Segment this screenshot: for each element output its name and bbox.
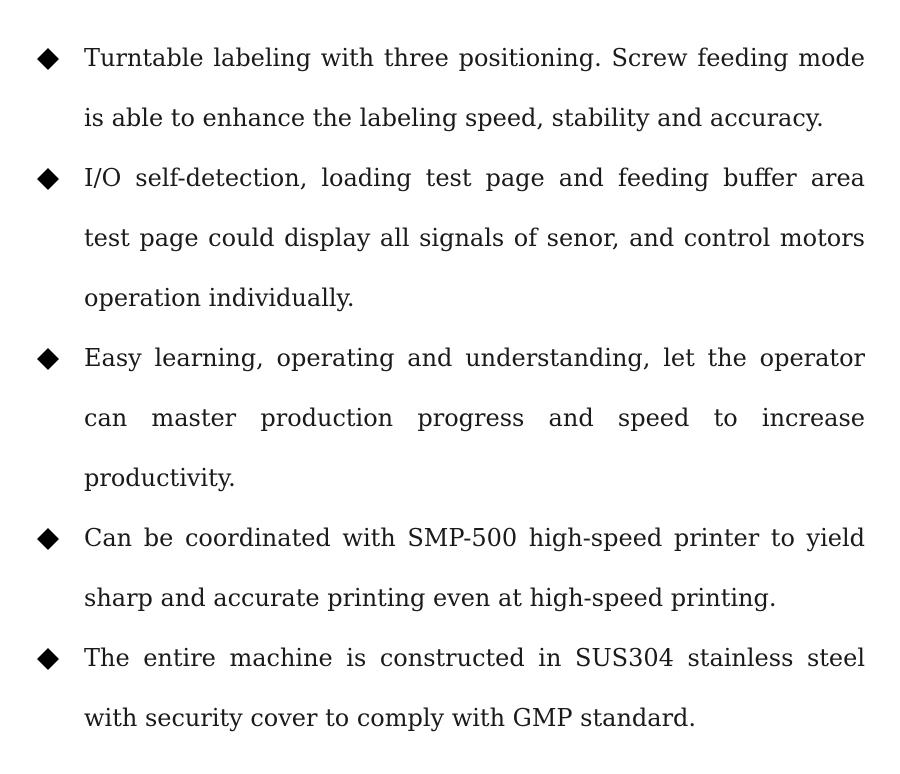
feature-item <box>0 328 900 508</box>
diamond-bullet-icon <box>36 47 60 71</box>
feature-item <box>0 628 900 748</box>
feature-text: Turntable labeling with three positioning. Screw feeding mode is able to enhance the labeling speed, stability and accuracy. <box>84 44 865 132</box>
diamond-bullet-icon <box>36 527 60 551</box>
feature-text: The entire machine is constructed in SUS304 stainless steel with security cover to comply with GMP standard. <box>84 644 865 732</box>
diamond-bullet-icon <box>36 647 60 671</box>
feature-item <box>0 148 900 328</box>
feature-text: Easy learning, operating and understanding, let the operator can master production progress and speed to increase productivity. <box>84 344 865 492</box>
feature-text: Can be coordinated with SMP-500 high-speed printer to yield sharp and accurate printing even at high-speed printing. <box>84 524 865 612</box>
diamond-bullet-icon <box>36 347 60 371</box>
feature-item <box>0 28 900 148</box>
diamond-bullet-icon <box>36 167 60 191</box>
feature-list <box>0 28 900 748</box>
feature-item <box>0 508 900 628</box>
feature-text: I/O self-detection, loading test page and feeding buffer area test page could display all signals of senor, and control motors operation individually. <box>84 164 865 312</box>
